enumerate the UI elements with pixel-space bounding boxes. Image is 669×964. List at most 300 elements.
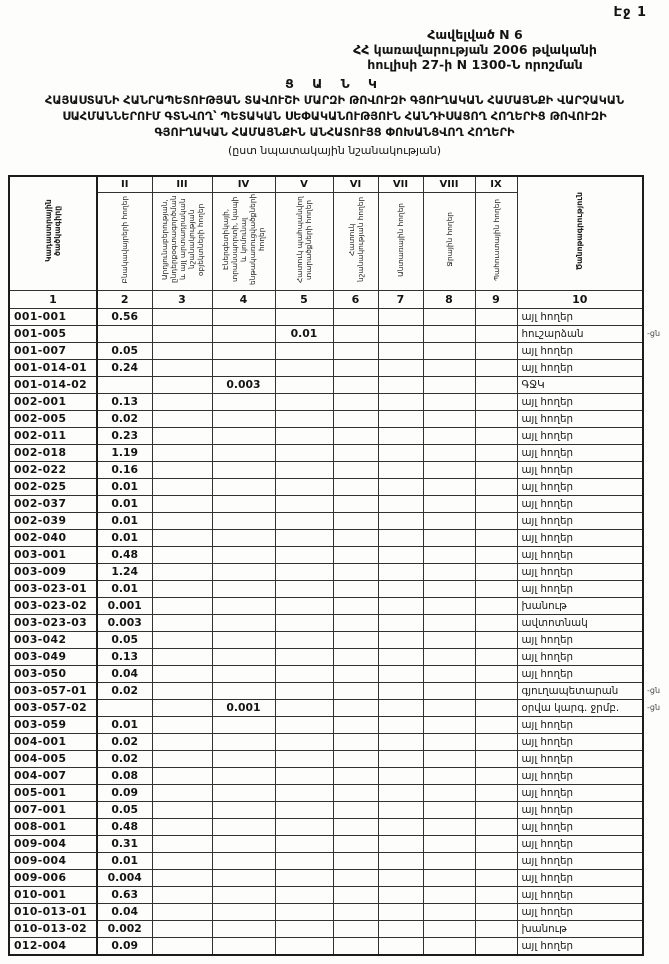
- table-row: [9, 938, 643, 956]
- area-value-cell: [423, 717, 475, 734]
- area-value-cell: [212, 394, 275, 411]
- area-value-cell: [152, 921, 212, 938]
- area-value-cell: [475, 921, 517, 938]
- area-value-cell: [423, 343, 475, 360]
- area-value-cell: [475, 598, 517, 615]
- area-value-cell: [333, 785, 378, 802]
- area-value-cell: [475, 445, 517, 462]
- area-value-cell: [275, 445, 333, 462]
- area-value-cell: [378, 819, 423, 836]
- area-value-cell: [475, 649, 517, 666]
- area-value-cell: [152, 734, 212, 751]
- area-value-cell: [378, 496, 423, 513]
- cadastral-code-cell: 003-023-02: [9, 598, 97, 615]
- area-value-cell: [152, 598, 212, 615]
- area-value-cell: [475, 530, 517, 547]
- area-value-cell: [212, 445, 275, 462]
- area-value-cell: [152, 428, 212, 445]
- cadastral-code-cell: 003-057-02: [9, 700, 97, 717]
- area-value-cell: [275, 734, 333, 751]
- area-value-cell: [333, 666, 378, 683]
- area-value-cell: [423, 683, 475, 700]
- area-value-cell: [475, 360, 517, 377]
- area-value-cell: [475, 496, 517, 513]
- area-value-cell: [212, 836, 275, 853]
- list-heading: Ց Ա Ն Կ: [285, 76, 384, 91]
- area-value-cell: [152, 309, 212, 326]
- area-value-cell: [333, 309, 378, 326]
- table-row: [9, 768, 643, 785]
- note-cell: այլ հողեր: [517, 836, 643, 853]
- area-value-cell: [212, 564, 275, 581]
- area-value-cell: [152, 411, 212, 428]
- area-value-cell: [378, 581, 423, 598]
- area-value-cell: [333, 547, 378, 564]
- area-value-cell: [275, 802, 333, 819]
- area-value-cell: 1.19: [97, 445, 152, 462]
- table-row: [9, 564, 643, 581]
- area-value-cell: [212, 428, 275, 445]
- table-row: [9, 428, 643, 445]
- area-value-cell: [423, 360, 475, 377]
- area-value-cell: [275, 717, 333, 734]
- area-value-cell: [475, 887, 517, 904]
- area-value-cell: [475, 904, 517, 921]
- area-value-cell: [333, 700, 378, 717]
- area-value-cell: [275, 496, 333, 513]
- area-value-cell: [275, 462, 333, 479]
- area-value-cell: [152, 683, 212, 700]
- table-row: [9, 870, 643, 887]
- note-cell: այլ հողեր: [517, 462, 643, 479]
- area-value-cell: [423, 513, 475, 530]
- area-value-cell: [378, 649, 423, 666]
- area-value-cell: [333, 445, 378, 462]
- area-value-cell: 0.63: [97, 887, 152, 904]
- area-value-cell: [378, 802, 423, 819]
- cadastral-code-cell: 003-042: [9, 632, 97, 649]
- area-value-cell: [152, 615, 212, 632]
- area-value-cell: [423, 547, 475, 564]
- area-value-cell: [212, 768, 275, 785]
- area-value-cell: [423, 870, 475, 887]
- header-cadastral-code: [9, 176, 97, 291]
- header-note: [517, 176, 643, 291]
- area-value-cell: [275, 530, 333, 547]
- area-value-cell: [475, 666, 517, 683]
- area-value-cell: [423, 309, 475, 326]
- area-value-cell: [378, 666, 423, 683]
- title-line: ՀԱՅԱՍՏԱՆԻ ՀԱՆՐԱՊԵՏՈՒԹՅԱՆ ՏԱՎՈՒՇԻ ՄԱՐԶԻ ԹՈՎՈՒԶԻ ԳՅՈՒՂԱԿԱՆ ՀԱՄԱՅՆՔԻ ՎԱՐՉԱԿԱՆ: [44, 94, 625, 107]
- margin-annotation: -ցն: [647, 703, 661, 712]
- note-cell: այլ հողեր: [517, 360, 643, 377]
- cadastral-code-cell: 002-022: [9, 462, 97, 479]
- area-value-cell: [275, 700, 333, 717]
- header-special-purpose-lands: Հատուկ նշանակության հողեր: [333, 193, 378, 291]
- area-value-cell: 0.01: [275, 326, 333, 343]
- cadastral-code-cell: 001-007: [9, 343, 97, 360]
- table-body: [9, 309, 661, 956]
- area-value-cell: [378, 343, 423, 360]
- area-value-cell: [275, 921, 333, 938]
- title-line: ՍԱՀՄԱՆՆԵՐՈՒՄ ԳՏՆՎՈՂ՝ ՊԵՏԱԿԱՆ ՍԵՓԱԿԱՆՈՒԹՅՈՒՆ ՀԱՆԴԻՍԱՑՈՂ ՀՈՂԵՐԻՑ ԹՈՎՈՒԶԻ: [62, 110, 607, 123]
- area-value-cell: [423, 615, 475, 632]
- area-value-cell: [475, 785, 517, 802]
- area-value-cell: [475, 581, 517, 598]
- cadastral-code-cell: 010-001: [9, 887, 97, 904]
- note-cell: այլ հողեր: [517, 547, 643, 564]
- cadastral-code-cell: 001-005: [9, 326, 97, 343]
- area-value-cell: [475, 615, 517, 632]
- area-value-cell: [212, 496, 275, 513]
- area-value-cell: 0.01: [97, 530, 152, 547]
- note-cell: հուշարձան -ցն: [517, 326, 643, 343]
- area-value-cell: [152, 785, 212, 802]
- area-value-cell: [475, 462, 517, 479]
- note-cell: այլ հողեր: [517, 870, 643, 887]
- area-value-cell: [378, 768, 423, 785]
- table-row: [9, 513, 643, 530]
- area-value-cell: [212, 751, 275, 768]
- table-row: [9, 462, 643, 479]
- cadastral-code-cell: 002-005: [9, 411, 97, 428]
- area-value-cell: 0.001: [97, 598, 152, 615]
- area-value-cell: [152, 887, 212, 904]
- area-value-cell: [475, 802, 517, 819]
- cadastral-code-cell: 002-039: [9, 513, 97, 530]
- area-value-cell: [152, 479, 212, 496]
- area-value-cell: 0.002: [97, 921, 152, 938]
- area-value-cell: [423, 326, 475, 343]
- area-value-cell: [275, 870, 333, 887]
- area-value-cell: [275, 785, 333, 802]
- appendix-line: հուլիսի 27-ի N 1300-Ն որոշման: [367, 57, 583, 72]
- area-value-cell: [275, 581, 333, 598]
- cadastral-code-cell: 001-014-02: [9, 377, 97, 394]
- area-value-cell: [475, 717, 517, 734]
- area-value-cell: [423, 700, 475, 717]
- cadastral-code-cell: 003-009: [9, 564, 97, 581]
- area-value-cell: [333, 802, 378, 819]
- table-row: [9, 581, 643, 598]
- cadastral-code-cell: 008-001: [9, 819, 97, 836]
- note-cell: այլ հողեր: [517, 853, 643, 870]
- area-value-cell: [423, 581, 475, 598]
- area-value-cell: [475, 309, 517, 326]
- cadastral-code-cell: 003-057-01: [9, 683, 97, 700]
- area-value-cell: [152, 836, 212, 853]
- table-row: [9, 751, 643, 768]
- col-num-5: 5: [275, 291, 333, 309]
- area-value-cell: [475, 870, 517, 887]
- cadastral-code-cell: 005-001: [9, 785, 97, 802]
- area-value-cell: [475, 734, 517, 751]
- area-value-cell: [475, 768, 517, 785]
- area-value-cell: 1.24: [97, 564, 152, 581]
- area-value-cell: [378, 462, 423, 479]
- table-row: [9, 445, 643, 462]
- document-title: [6, 93, 663, 159]
- area-value-cell: [378, 428, 423, 445]
- area-value-cell: 0.02: [97, 734, 152, 751]
- area-value-cell: [212, 904, 275, 921]
- area-value-cell: [378, 377, 423, 394]
- table-row: [9, 632, 643, 649]
- area-value-cell: [275, 360, 333, 377]
- area-value-cell: [152, 904, 212, 921]
- title-subtitle: (ըստ նպատակային նշանակության): [227, 144, 442, 157]
- area-value-cell: [333, 598, 378, 615]
- area-value-cell: [212, 649, 275, 666]
- note-cell: գյուղապետարան -ցն: [517, 683, 643, 700]
- column-number-row: [9, 291, 643, 309]
- area-value-cell: [212, 360, 275, 377]
- area-value-cell: [152, 751, 212, 768]
- area-value-cell: [152, 853, 212, 870]
- area-value-cell: [275, 547, 333, 564]
- header-forest-lands: Անտառային հողեր: [378, 193, 423, 291]
- table-row: [9, 734, 643, 751]
- cadastral-code-cell: 003-059: [9, 717, 97, 734]
- area-value-cell: [212, 683, 275, 700]
- table-row: [9, 921, 643, 938]
- area-value-cell: [475, 343, 517, 360]
- area-value-cell: [475, 326, 517, 343]
- area-value-cell: [378, 853, 423, 870]
- area-value-cell: [333, 717, 378, 734]
- cadastral-code-cell: 009-006: [9, 870, 97, 887]
- area-value-cell: [378, 734, 423, 751]
- area-value-cell: [212, 581, 275, 598]
- area-value-cell: [275, 394, 333, 411]
- roman-IV: IV: [212, 176, 275, 193]
- area-value-cell: [152, 547, 212, 564]
- area-value-cell: [423, 377, 475, 394]
- area-value-cell: [333, 649, 378, 666]
- table-row: [9, 547, 643, 564]
- cadastral-code-cell: 009-004: [9, 836, 97, 853]
- area-value-cell: 0.24: [97, 360, 152, 377]
- area-value-cell: [275, 836, 333, 853]
- area-value-cell: 0.003: [97, 615, 152, 632]
- area-value-cell: [475, 428, 517, 445]
- area-value-cell: 0.003: [212, 377, 275, 394]
- cadastral-code-cell: 003-049: [9, 649, 97, 666]
- area-value-cell: [423, 785, 475, 802]
- table-row: [9, 683, 643, 700]
- cadastral-code-cell: 001-001: [9, 309, 97, 326]
- table-row: [9, 853, 643, 870]
- area-value-cell: [378, 785, 423, 802]
- area-value-cell: [378, 394, 423, 411]
- area-value-cell: [423, 836, 475, 853]
- roman-VI: VI: [333, 176, 378, 193]
- table-row: [9, 717, 643, 734]
- area-value-cell: [423, 530, 475, 547]
- note-cell: խանութ: [517, 921, 643, 938]
- area-value-cell: [212, 479, 275, 496]
- header-settlement-lands: Բնակավայրերի հողեր: [97, 193, 152, 291]
- area-value-cell: [333, 615, 378, 632]
- area-value-cell: [475, 547, 517, 564]
- area-value-cell: [475, 632, 517, 649]
- area-value-cell: [152, 819, 212, 836]
- note-cell: այլ հողեր: [517, 768, 643, 785]
- area-value-cell: [333, 751, 378, 768]
- table-row: [9, 802, 643, 819]
- area-value-cell: [152, 462, 212, 479]
- area-value-cell: [212, 870, 275, 887]
- area-value-cell: [152, 649, 212, 666]
- area-value-cell: [378, 870, 423, 887]
- area-value-cell: [212, 615, 275, 632]
- table-row: [9, 819, 643, 836]
- area-value-cell: [475, 411, 517, 428]
- note-cell: այլ հողեր: [517, 785, 643, 802]
- area-value-cell: [333, 496, 378, 513]
- area-value-cell: [152, 326, 212, 343]
- area-value-cell: 0.05: [97, 802, 152, 819]
- area-value-cell: [423, 394, 475, 411]
- area-value-cell: [275, 377, 333, 394]
- area-value-cell: [333, 564, 378, 581]
- header-protected-lands: Հատուկ պահպանվող տարածքների հողեր: [275, 193, 333, 291]
- roman-VIII: VIII: [423, 176, 475, 193]
- area-value-cell: [275, 666, 333, 683]
- col-num-1: 1: [9, 291, 97, 309]
- area-value-cell: [475, 683, 517, 700]
- area-value-cell: [333, 887, 378, 904]
- area-value-cell: [423, 904, 475, 921]
- area-value-cell: [475, 853, 517, 870]
- area-value-cell: [275, 598, 333, 615]
- area-value-cell: [378, 513, 423, 530]
- area-value-cell: [275, 513, 333, 530]
- area-value-cell: [152, 581, 212, 598]
- area-value-cell: [333, 938, 378, 956]
- area-value-cell: [423, 428, 475, 445]
- cadastral-code-cell: 012-004: [9, 938, 97, 956]
- area-value-cell: [152, 870, 212, 887]
- area-value-cell: [275, 411, 333, 428]
- area-value-cell: [212, 887, 275, 904]
- area-value-cell: [152, 530, 212, 547]
- cadastral-code-cell: 004-005: [9, 751, 97, 768]
- area-value-cell: [333, 632, 378, 649]
- area-value-cell: [333, 428, 378, 445]
- area-value-cell: [275, 768, 333, 785]
- area-value-cell: [152, 360, 212, 377]
- table-row: [9, 615, 643, 632]
- area-value-cell: 0.01: [97, 513, 152, 530]
- area-value-cell: [212, 666, 275, 683]
- area-value-cell: [475, 751, 517, 768]
- note-cell: այլ հողեր: [517, 479, 643, 496]
- area-value-cell: [275, 428, 333, 445]
- table-row: [9, 496, 643, 513]
- area-value-cell: [333, 343, 378, 360]
- note-cell: այլ հողեր: [517, 887, 643, 904]
- cadastral-code-cell: 009-004: [9, 853, 97, 870]
- col-num-4: 4: [212, 291, 275, 309]
- area-value-cell: [275, 309, 333, 326]
- area-value-cell: [423, 853, 475, 870]
- area-value-cell: [275, 904, 333, 921]
- area-value-cell: [333, 853, 378, 870]
- area-value-cell: [423, 411, 475, 428]
- area-value-cell: [378, 360, 423, 377]
- note-cell: այլ հողեր: [517, 564, 643, 581]
- appendix-line: Հավելված N 6: [427, 27, 523, 42]
- area-value-cell: [333, 581, 378, 598]
- area-value-cell: [423, 921, 475, 938]
- area-value-cell: [378, 564, 423, 581]
- col-num-2: 2: [97, 291, 152, 309]
- note-cell: այլ հողեր: [517, 394, 643, 411]
- cadastral-code-cell: 004-001: [9, 734, 97, 751]
- table-row: [9, 887, 643, 904]
- cadastral-code-cell: 003-001: [9, 547, 97, 564]
- area-value-cell: [152, 802, 212, 819]
- area-value-cell: [212, 921, 275, 938]
- area-value-cell: [423, 802, 475, 819]
- area-value-cell: [152, 445, 212, 462]
- area-value-cell: [212, 547, 275, 564]
- area-value-cell: [475, 938, 517, 956]
- area-value-cell: 0.23: [97, 428, 152, 445]
- table-row: [9, 598, 643, 615]
- area-value-cell: [378, 887, 423, 904]
- area-value-cell: [423, 819, 475, 836]
- note-cell: այլ հողեր: [517, 649, 643, 666]
- area-value-cell: 0.13: [97, 649, 152, 666]
- note-cell: այլ հողեր: [517, 666, 643, 683]
- area-value-cell: [333, 360, 378, 377]
- col-num-10: 10: [517, 291, 643, 309]
- area-value-cell: [275, 649, 333, 666]
- area-value-cell: [423, 649, 475, 666]
- area-value-cell: [212, 343, 275, 360]
- area-value-cell: 0.09: [97, 785, 152, 802]
- note-cell: այլ հողեր: [517, 938, 643, 956]
- note-cell: ԳՋԿ: [517, 377, 643, 394]
- area-value-cell: [275, 564, 333, 581]
- area-value-cell: [333, 734, 378, 751]
- area-value-cell: 0.04: [97, 666, 152, 683]
- area-value-cell: 0.13: [97, 394, 152, 411]
- area-value-cell: [333, 513, 378, 530]
- area-value-cell: [378, 836, 423, 853]
- header-water-lands: Ջրային հողեր: [423, 193, 475, 291]
- note-cell: օրվա կարգ. ջրմբ. -ցն: [517, 700, 643, 717]
- area-value-cell: [152, 343, 212, 360]
- area-value-cell: 0.31: [97, 836, 152, 853]
- table-row: [9, 411, 643, 428]
- area-value-cell: [212, 326, 275, 343]
- area-value-cell: [378, 445, 423, 462]
- table-row: [9, 785, 643, 802]
- area-value-cell: [475, 513, 517, 530]
- table-row: [9, 666, 643, 683]
- area-value-cell: [423, 751, 475, 768]
- note-cell: այլ հողեր: [517, 445, 643, 462]
- area-value-cell: [378, 938, 423, 956]
- roman-VII: VII: [378, 176, 423, 193]
- area-value-cell: 0.48: [97, 547, 152, 564]
- cadastral-code-cell: 010-013-01: [9, 904, 97, 921]
- area-value-cell: [475, 377, 517, 394]
- note-cell: այլ հողեր: [517, 734, 643, 751]
